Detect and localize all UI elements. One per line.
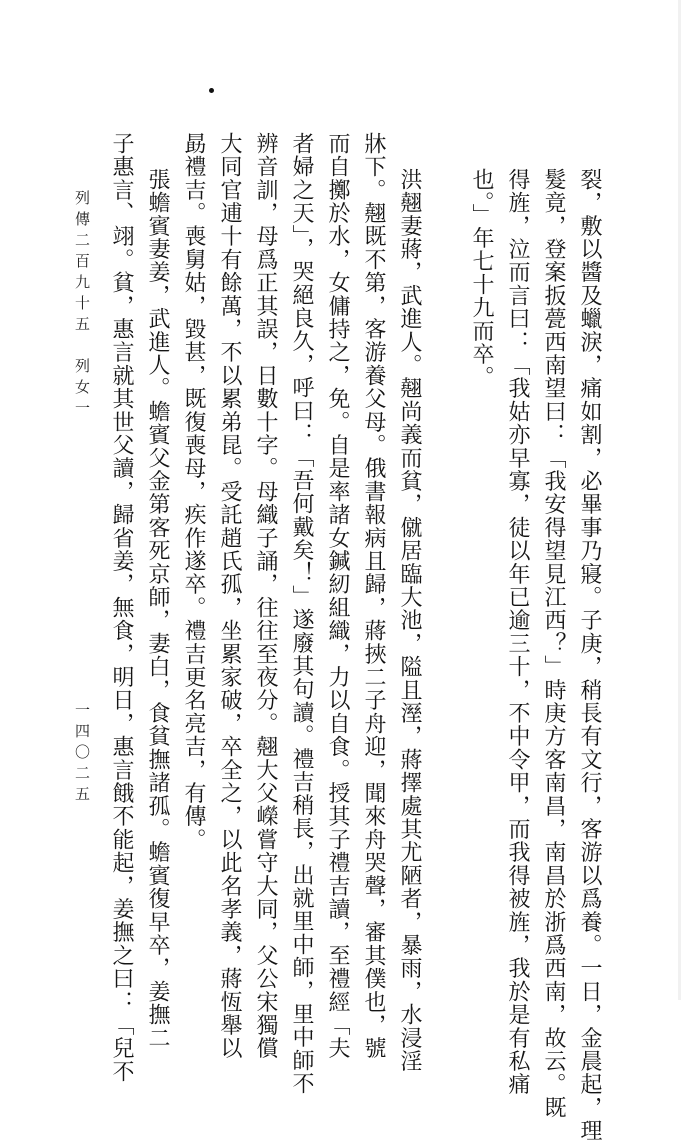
text-column: 張蟾賓妻姜，武進人。蟾賓父金第客死京師，妻白，食貧撫諸孤。蟾賓復早卒，姜撫二 [145,168,170,1050]
text-column: 辨音訓，母爲正其誤，日數十字。母織子誦，往往至夜分。翹大父嶸嘗守大同，父公宋獨償 [253,132,278,1060]
ink-speck [209,88,214,93]
running-title: 列傳二百九十五 列女一 [73,190,91,421]
page-number-visible: 一四〇二五 [73,702,91,807]
text-column: 勗禮吉。喪舅姑，毀甚，既復喪母，疾作遂卒。禮吉更名亮吉，有傳。 [181,132,206,852]
text-column: 大同官逋十有餘萬，不以累弟昆。受託趙氏孤，坐累家破，卒全之，以此名孝義，蔣恆舉以 [217,132,242,1060]
text-column: 也。」年七十九而卒。 [469,168,494,389]
text-column: 髮竟，登案扳甍西南望曰：「我安得望見江西？」時庚方客南昌，南昌於浙爲西南，故云。既 [541,168,566,1120]
text-column: 洪翹妻蔣，武進人。翹尚義而貧，僦居臨大池，隘且溼，蔣擇處其尤陋者，暴雨，水浸淫 [397,168,422,1073]
text-column: 者婦之天」，哭絕良久，呼曰：「吾何戴矣！」遂廢其句讀。禮吉稍長，出就里中師，里中師不 [289,132,314,1096]
text-column: 牀下。翹既不第，客游養父母。俄書報病且歸，蔣挾二子舟迎，聞來舟哭聲，審其僕也，號 [361,132,386,1060]
text-column: 裂，敷以醬及蠟淚，痛如割，必畢事乃寢。子庚，稍長有文行，客游以爲養。一日，金晨起，理 [577,168,602,1142]
text-column: 子惠言、翊。貧，惠言就其世父讀，歸省姜，無食，明日，惠言餓不能起，姜撫之曰：「兒不 [109,132,134,1084]
text-column: 得旌，泣而言曰：「我姑亦早寡，徒以年已逾三十，不中令甲，而我得被旌，我於是有私痛 [505,168,530,1096]
text-column: 而自擲於水，女傭持之，免。自是率諸女鍼紉組織，力以自食。授其子禮吉讀，至禮經「夫 [325,132,350,1060]
